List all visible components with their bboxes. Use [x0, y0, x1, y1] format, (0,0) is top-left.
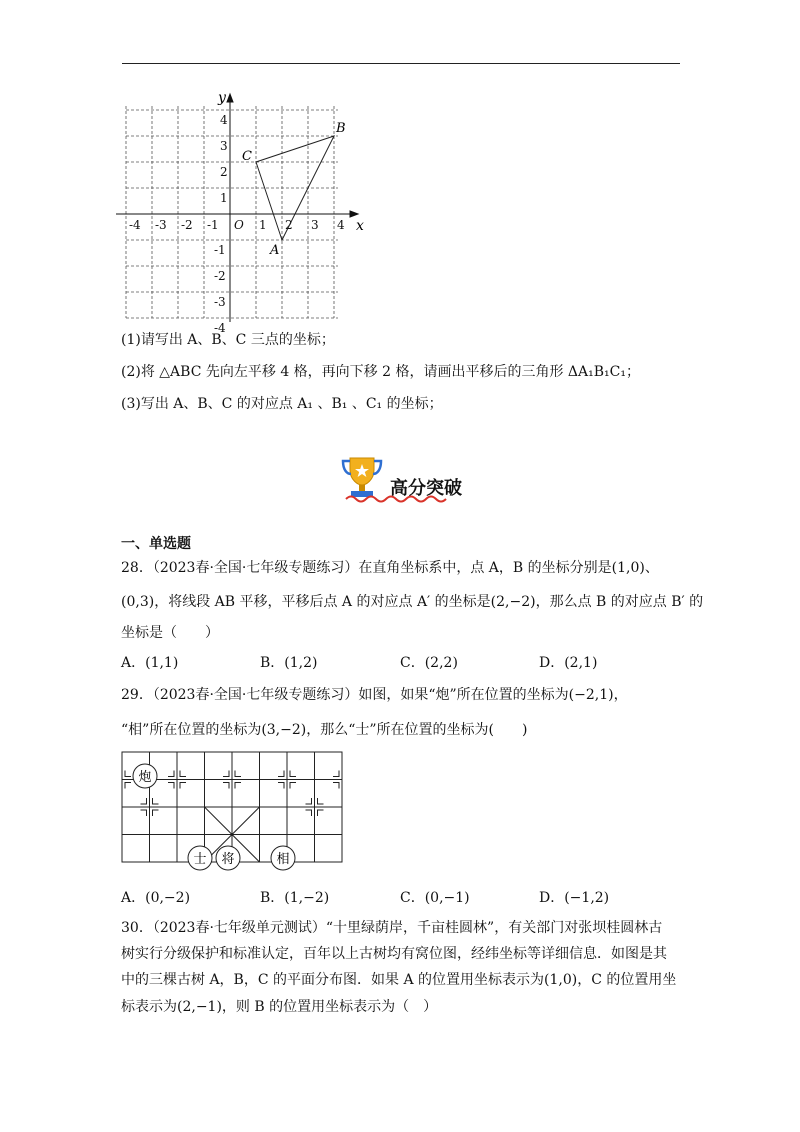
banner-title: 高分突破 [390, 478, 462, 499]
x-tick-label: 2 [285, 218, 293, 232]
q30-line-4: 标表示为(2,−1)，则 B 的位置用坐标表示为（ ） [121, 999, 438, 1015]
q29-line-2: “相”所在位置的坐标为(3,−2)，那么“士”所在位置的坐标为( ) [121, 722, 528, 738]
q29-option-a[interactable]: A．(0,−2) [121, 890, 191, 906]
x-tick-label: -4 [129, 218, 141, 232]
piece-pao [133, 764, 157, 788]
q27-item-2: (2)将 △ABC 先向左平移 4 格，再向下移 2 格，请画出平移后的三角形 ΔA₁B₁C₁； [121, 364, 640, 380]
svg-text:士: 士 [193, 852, 207, 867]
svg-text:相: 相 [276, 852, 290, 867]
x-tick-label: -3 [155, 218, 167, 232]
section-title: 一、单选题 [121, 536, 191, 552]
q29-line-1: 29．（2023春·全国·七年级专题练习）如图，如果“炮”所在位置的坐标为(−2,1)， [121, 687, 628, 703]
y-tick-label: -1 [214, 243, 226, 257]
piece-xiang [271, 846, 295, 870]
y-axis-label: y [218, 90, 226, 106]
q29-option-b[interactable]: B．(1,−2) [260, 890, 330, 906]
y-tick-label: -3 [214, 295, 226, 309]
y-tick-label: -2 [214, 269, 226, 283]
header-rule [122, 63, 680, 64]
q28-line-3: 坐标是（ ） [121, 625, 219, 641]
q28-option-b[interactable]: B．(1,2) [260, 655, 318, 671]
y-tick-label: 3 [220, 139, 228, 153]
x-tick-label: 3 [311, 218, 319, 232]
q27-item-3: (3)写出 A、B、C 的对应点 A₁ 、B₁ 、C₁ 的坐标； [121, 396, 443, 412]
piece-shi [188, 846, 212, 870]
tick-labels [129, 113, 345, 335]
x-axis-label: x [356, 218, 364, 234]
y-tick-label: -4 [214, 321, 226, 335]
q29-option-d[interactable]: D．(−1,2) [539, 890, 610, 906]
q29-option-c[interactable]: C．(0,−1) [400, 890, 470, 906]
y-tick-label: 1 [220, 191, 228, 205]
x-tick-label: -1 [207, 218, 219, 232]
coordinate-grid [118, 90, 378, 335]
y-tick-label: 2 [220, 165, 228, 179]
x-tick-label: 1 [259, 218, 267, 232]
q30-line-3: 中的三棵古树 A，B，C 的平面分布图．如果 A 的位置用坐标表示为(1,0)，C 的位置用坐 [121, 972, 677, 988]
y-tick-label: 4 [220, 113, 228, 127]
q28-option-a[interactable]: A．(1,1) [121, 655, 179, 671]
section-banner [336, 452, 476, 502]
q30-line-1: 30．（2023春·七年级单元测试）“十里绿荫岸，千亩桂圆林”，有关部门对张坝桂圆林古 [121, 920, 663, 936]
q27-item-1: (1)请写出 A、B、C 三点的坐标； [121, 332, 335, 348]
x-tick-label: 4 [337, 218, 345, 232]
point-b-label: B [336, 121, 346, 136]
x-tick-label: -2 [181, 218, 193, 232]
svg-text:炮: 炮 [138, 770, 152, 785]
point-a-label: A [270, 243, 280, 258]
x-tick-label: O [234, 218, 244, 232]
piece-jiang [216, 846, 240, 870]
q28-line-1: 28．（2023春·全国·七年级专题练习）在直角坐标系中，点 A，B 的坐标分别是(1,0)、 [121, 560, 659, 576]
chess-board [118, 748, 343, 873]
q28-line-2: (0,3)，将线段 AB 平移，平移后点 A 的对应点 A′ 的坐标是(2,−2)，那么点 B 的对应点 B′ 的 [121, 594, 704, 610]
q28-option-d[interactable]: D．(2,1) [539, 655, 598, 671]
q28-option-c[interactable]: C．(2,2) [400, 655, 458, 671]
grid-lines [126, 106, 338, 318]
svg-text:将: 将 [221, 852, 235, 867]
q30-line-2: 树实行分级保护和标准认定，百年以上古树均有窝位图，经纬坐标等详细信息．如图是其 [121, 946, 667, 962]
point-c-label: C [242, 149, 252, 164]
